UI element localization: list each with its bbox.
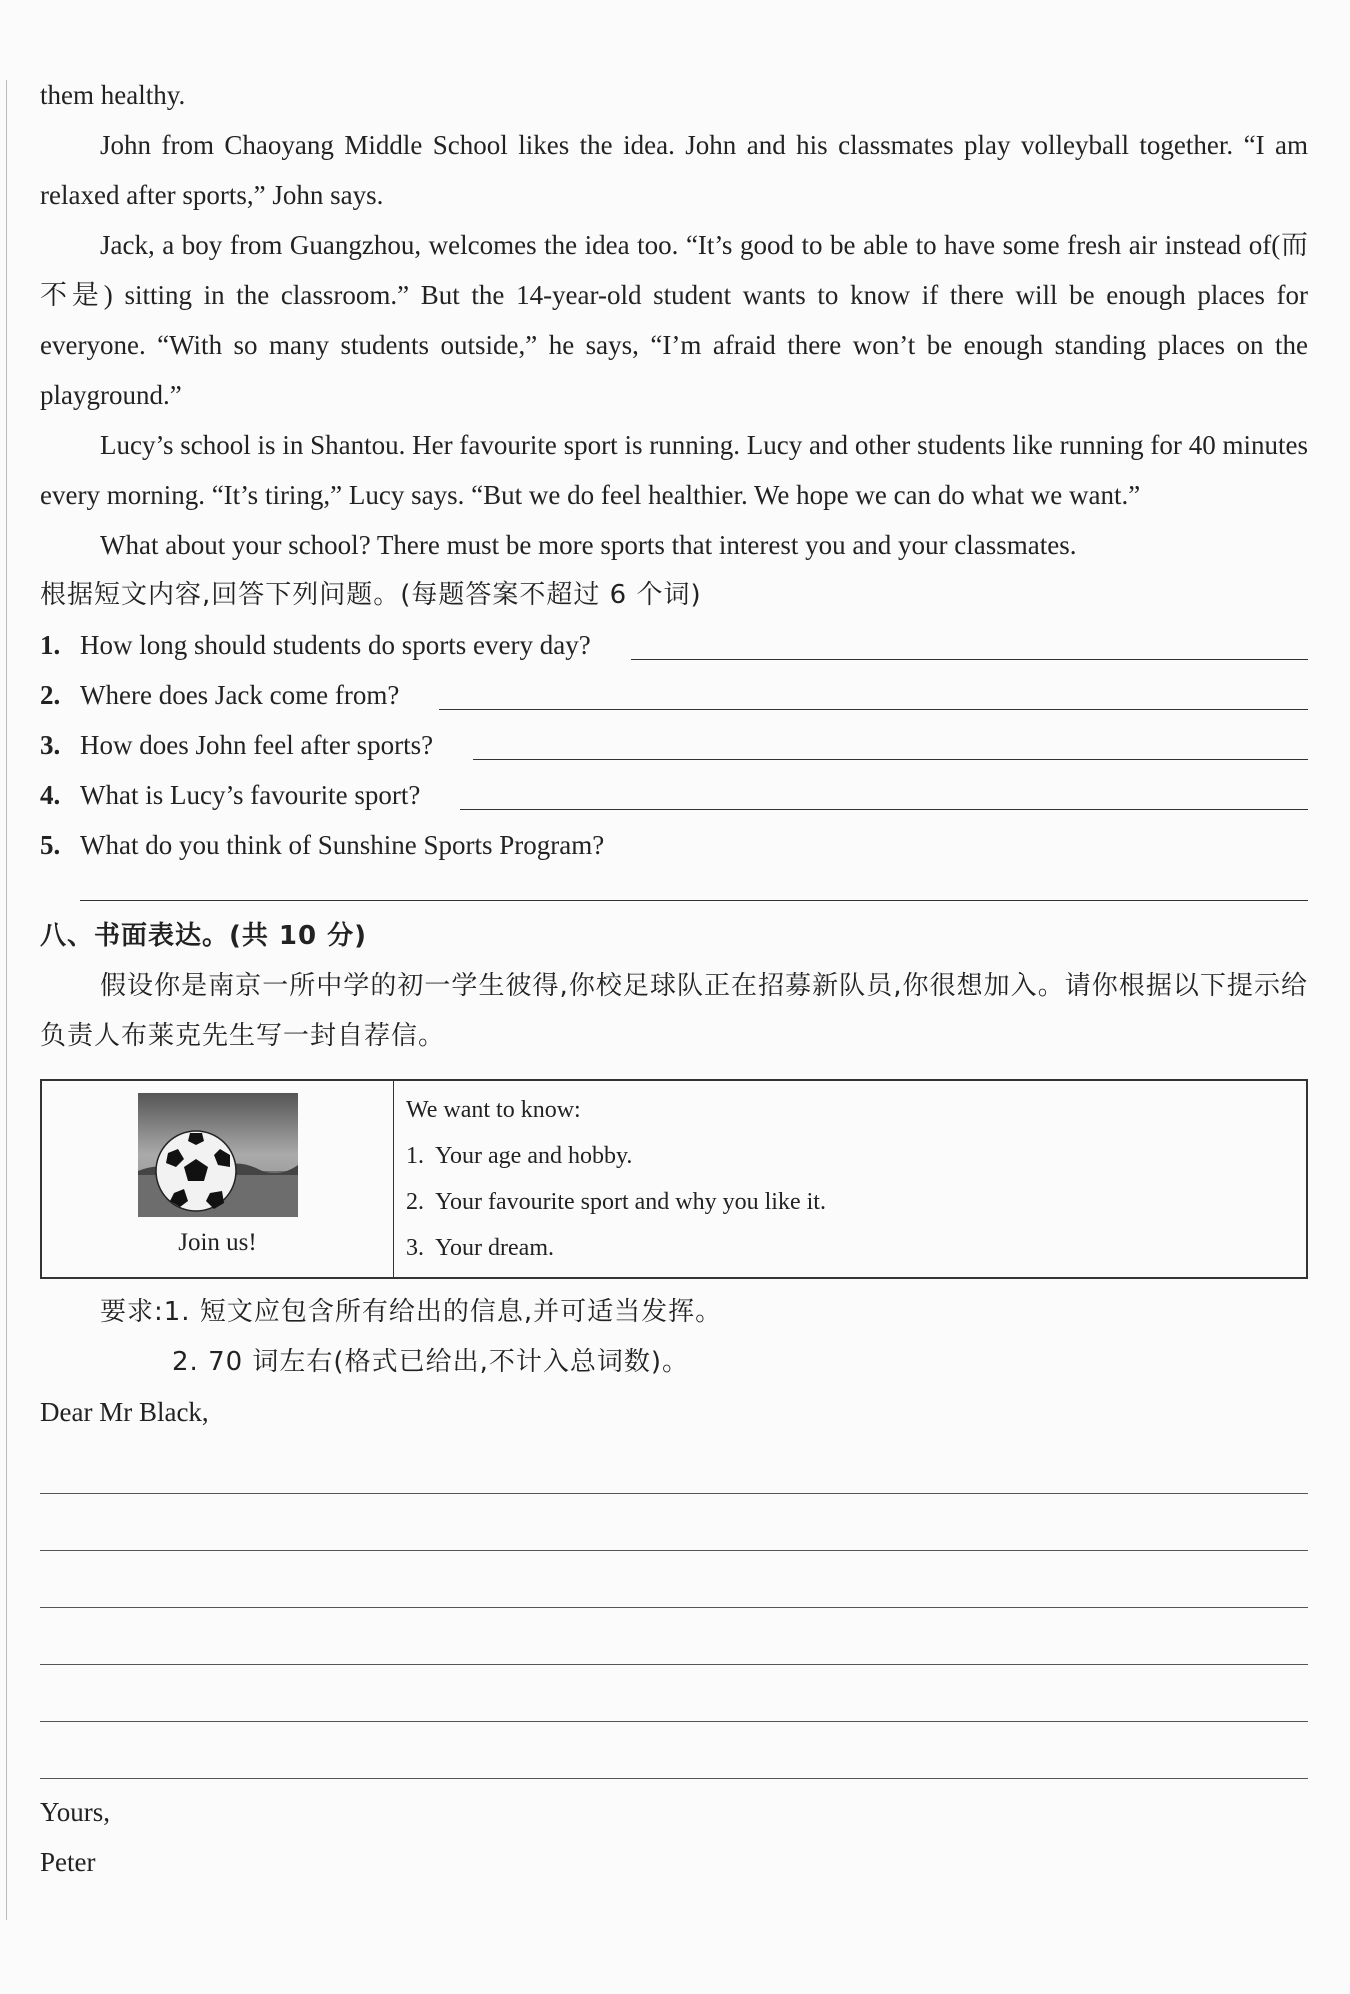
passage-paragraph-4: What about your school? There must be more sports that interest you and your classmates.	[100, 530, 1077, 560]
question-5	[40, 820, 1308, 870]
passage-paragraph-2: Jack, a boy from Guangzhou, welcomes the idea too. “It’s good to be able to have some fresh air instead of(而不是) sitting in the classroom.” But the 14-year-old student wants to know if there will be enough places for everyone. “With so many students outside,” he says, “I’m afraid there won’t be enough standing places on the playground.”	[40, 230, 1308, 410]
question-text: How long should students do sports every day?	[80, 630, 591, 660]
hint-item: 3. Your dream.	[406, 1235, 554, 1261]
question-4	[40, 770, 1308, 820]
question-number: 4.	[40, 780, 61, 810]
worksheet-page	[40, 70, 1308, 1887]
question-number: 3.	[40, 730, 61, 760]
question-number: 5.	[40, 830, 61, 860]
writing-line[interactable]	[40, 1665, 1308, 1722]
question-text: What do you think of Sunshine Sports Program?	[80, 830, 605, 860]
questions-instruction: 根据短文内容,回答下列问题。(每题答案不超过 6 个词)	[40, 580, 702, 610]
writing-prompt: 假设你是南京一所中学的初一学生彼得,你校足球队正在招募新队员,你很想加入。请你根据以下提示给负责人布莱克先生写一封自荐信。	[40, 971, 1308, 1051]
writing-line[interactable]	[40, 1608, 1308, 1665]
question-text: How does John feel after sports?	[80, 730, 434, 760]
requirement-2: 2. 70 词左右(格式已给出,不计入总词数)。	[172, 1347, 689, 1377]
writing-line[interactable]	[40, 1551, 1308, 1608]
question-number: 2.	[40, 680, 61, 710]
answer-line[interactable]	[631, 659, 1308, 660]
answer-line[interactable]	[460, 809, 1308, 810]
writing-line[interactable]	[40, 1437, 1308, 1494]
hint-image-cell	[42, 1081, 394, 1277]
answer-line[interactable]	[439, 709, 1308, 710]
passage-paragraph-3: Lucy’s school is in Shantou. Her favourite sport is running. Lucy and other students like running for 40 minutes every morning. “It’s tiring,” Lucy says. “But we do feel healthier. We hope we can do what we want.”	[40, 430, 1308, 510]
requirement-1: 要求:1. 短文应包含所有给出的信息,并可适当发挥。	[100, 1297, 723, 1327]
hint-item: 2. Your favourite sport and why you like it.	[406, 1189, 826, 1215]
answer-line-5[interactable]	[80, 870, 1308, 901]
letter-signature: Peter	[40, 1847, 96, 1877]
passage-paragraph-1: John from Chaoyang Middle School likes the idea. John and his classmates play volleyball together. “I am relaxed after sports,” John says.	[40, 130, 1308, 210]
question-text: Where does Jack come from?	[80, 680, 400, 710]
hint-box	[40, 1079, 1308, 1279]
passage-paragraph-0: them healthy.	[40, 80, 186, 110]
hint-item: 1. Your age and hobby.	[406, 1143, 633, 1169]
hint-heading: We want to know:	[406, 1097, 581, 1123]
soccer-ball-image	[138, 1093, 298, 1217]
question-3	[40, 720, 1308, 770]
letter-closing: Yours,	[40, 1797, 111, 1827]
answer-line[interactable]	[473, 759, 1308, 760]
question-2	[40, 670, 1308, 720]
writing-section-title: 八、书面表达。(共 10 分)	[40, 921, 368, 951]
writing-line[interactable]	[40, 1494, 1308, 1551]
question-text: What is Lucy’s favourite sport?	[80, 780, 421, 810]
writing-line[interactable]	[40, 1722, 1308, 1779]
letter-greeting: Dear Mr Black,	[40, 1397, 209, 1427]
hint-list	[394, 1081, 1306, 1277]
question-1	[40, 620, 1308, 670]
hint-caption: Join us!	[178, 1229, 257, 1256]
question-number: 1.	[40, 630, 61, 660]
page-margin-line	[6, 80, 7, 1920]
